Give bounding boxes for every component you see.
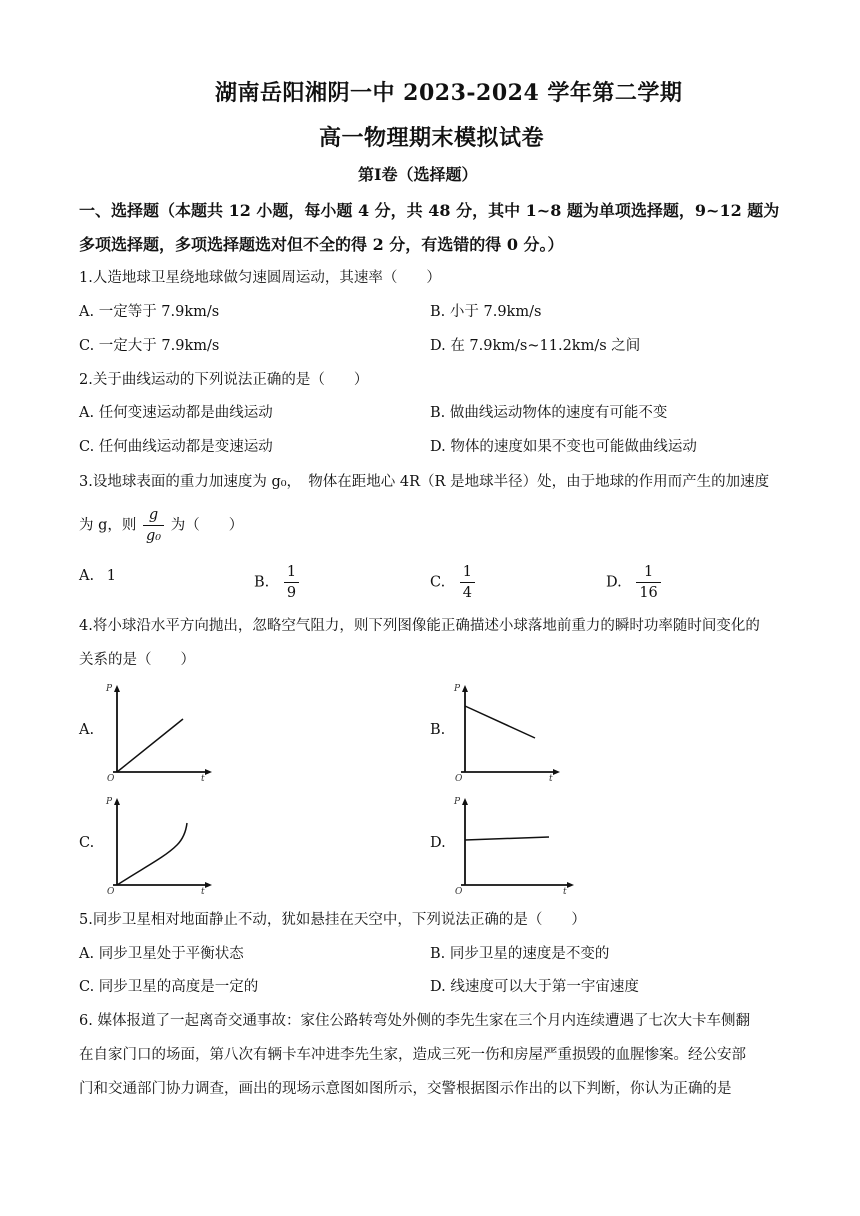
graph-b-y-arrow [462,685,468,692]
graph-d-x-arrow [567,882,574,888]
q5-option-a: A. 同步卫星处于平衡状态 [79,946,244,962]
q6-stem-line3: 门和交通部门协力调查，画出的现场示意图如图所示，交警根据图示作出的以下判断，你认为正确的是 [79,1081,732,1097]
q3-option-c-label: C. [430,574,446,591]
q6-stem-line2: 在自家门口的场面，第八次有辆卡车冲进李先生家，造成三死一伤和房屋严重损毁的血腥惨案。经公安部 [79,1047,746,1063]
graph-c-x-arrow [205,882,212,888]
exam-title: 湖南岳阳湘阴一中 2023-2024 学年第二学期 [215,80,683,106]
q3-option-d-label: D. [606,574,622,591]
graph-c-t-label: t [201,887,205,895]
q5-stem: 5.同步卫星相对地面静止不动，犹如悬挂在天空中，下列说法正确的是（ ） [79,912,586,928]
q4-graph-b [453,682,563,782]
graph-a-origin-label: O [107,774,115,782]
q3-frac-num: g [143,505,164,526]
q3-fraction [143,505,164,546]
q4-graph-c [105,795,215,895]
graph-d-t-label: t [563,887,567,895]
q3-option-c-den: 4 [462,585,473,601]
q3-option-a [79,568,116,584]
q3-line2-post: 为（ ） [170,517,244,534]
graph-b-p-label: P [454,684,461,694]
q6-stem-line1: 6. 媒体报道了一起离奇交通事故：家住公路转弯处外侧的李先生家在三个月内连续遭遇了七次大卡车侧翻 [79,1013,750,1029]
graph-a-p-label: P [106,684,113,694]
q1-option-a: A. 一定等于 7.9km/s [79,304,220,320]
q3-frac-den: g₀ [146,528,162,544]
q2-option-a: A. 任何变速运动都是曲线运动 [79,405,273,421]
q3-option-d-frac [636,562,660,603]
q3-option-d-den: 16 [639,585,658,601]
q3-line2-pre: 为 g，则 [79,517,137,534]
graph-c-curve [117,823,187,885]
graph-a-curve [117,719,183,772]
q3-option-d-num: 1 [636,562,660,583]
q2-option-d: D. 物体的速度如果不变也可能做曲线运动 [430,439,697,455]
q4-option-c-label: C. [79,835,95,851]
q3-line2 [79,505,243,546]
section-instruction-line1: 一、选择题（本题共 12 小题，每小题 4 分，共 48 分，其中 1~8 题为单项选择题，9~12 题为 [79,201,780,220]
q4-option-b-label: B. [430,722,446,738]
q3-option-a-value: 1 [106,568,116,584]
q4-stem-line1: 4.将小球沿水平方向抛出，忽略空气阻力，则下列图像能正确描述小球落地前重力的瞬时功率随时间变化的 [79,618,760,634]
q2-stem: 2.关于曲线运动的下列说法正确的是（ ） [79,372,369,388]
q4-stem-line2: 关系的是（ ） [79,652,195,668]
q4-option-a-label: A. [79,722,95,738]
q2-option-c: C. 任何曲线运动都是变速运动 [79,439,273,455]
q1-option-c: C. 一定大于 7.9km/s [79,338,220,354]
q3-option-d [606,562,663,603]
exam-subtitle: 高一物理期末模拟试卷 [319,125,545,151]
q3-option-b-num: 1 [284,562,299,583]
q5-option-d: D. 线速度可以大于第一宇宙速度 [430,979,639,995]
graph-a-y-arrow [114,685,120,692]
graph-c-origin-label: O [107,887,115,895]
q3-option-a-label: A. [79,568,95,584]
graph-b-origin-label: O [455,774,463,782]
graph-b-t-label: t [549,774,553,782]
q3-option-b-den: 9 [286,585,297,601]
graph-d-curve [465,837,549,840]
q5-option-b: B. 同步卫星的速度是不变的 [430,946,610,962]
q2-option-b: B. 做曲线运动物体的速度有可能不变 [430,405,668,421]
graph-b-x-arrow [553,769,560,775]
part-heading: 第Ⅰ卷（选择题） [358,165,478,184]
q3-option-b-label: B. [254,574,270,591]
q5-option-c: C. 同步卫星的高度是一定的 [79,979,259,995]
graph-a-x-arrow [205,769,212,775]
graph-d-origin-label: O [455,887,463,895]
graph-a-t-label: t [201,774,205,782]
graph-c-y-arrow [114,798,120,805]
graph-d-p-label: P [454,797,461,807]
q3-option-c-frac [460,562,475,603]
q4-graph-d [453,795,578,895]
graph-d-y-arrow [462,798,468,805]
q1-option-d: D. 在 7.9km/s~11.2km/s 之间 [430,338,641,354]
graph-b-curve [465,706,535,738]
q1-stem: 1.人造地球卫星绕地球做匀速圆周运动，其速率（ ） [79,270,441,286]
q3-option-b [254,562,301,603]
q3-option-c-num: 1 [460,562,475,583]
section-instruction-line2: 多项选择题，多项选择题选对但不全的得 2 分，有选错的得 0 分。） [79,235,564,254]
q1-option-b: B. 小于 7.9km/s [430,304,542,320]
q4-graph-a [105,682,215,782]
q3-option-c [430,562,477,603]
q4-option-d-label: D. [430,835,446,851]
q3-stem: 3.设地球表面的重力加速度为 g₀， 物体在距地心 4R（R 是地球半径）处，由于地球的作用而产生的加速度 [79,474,770,490]
graph-c-p-label: P [106,797,113,807]
q3-option-b-frac [284,562,299,603]
